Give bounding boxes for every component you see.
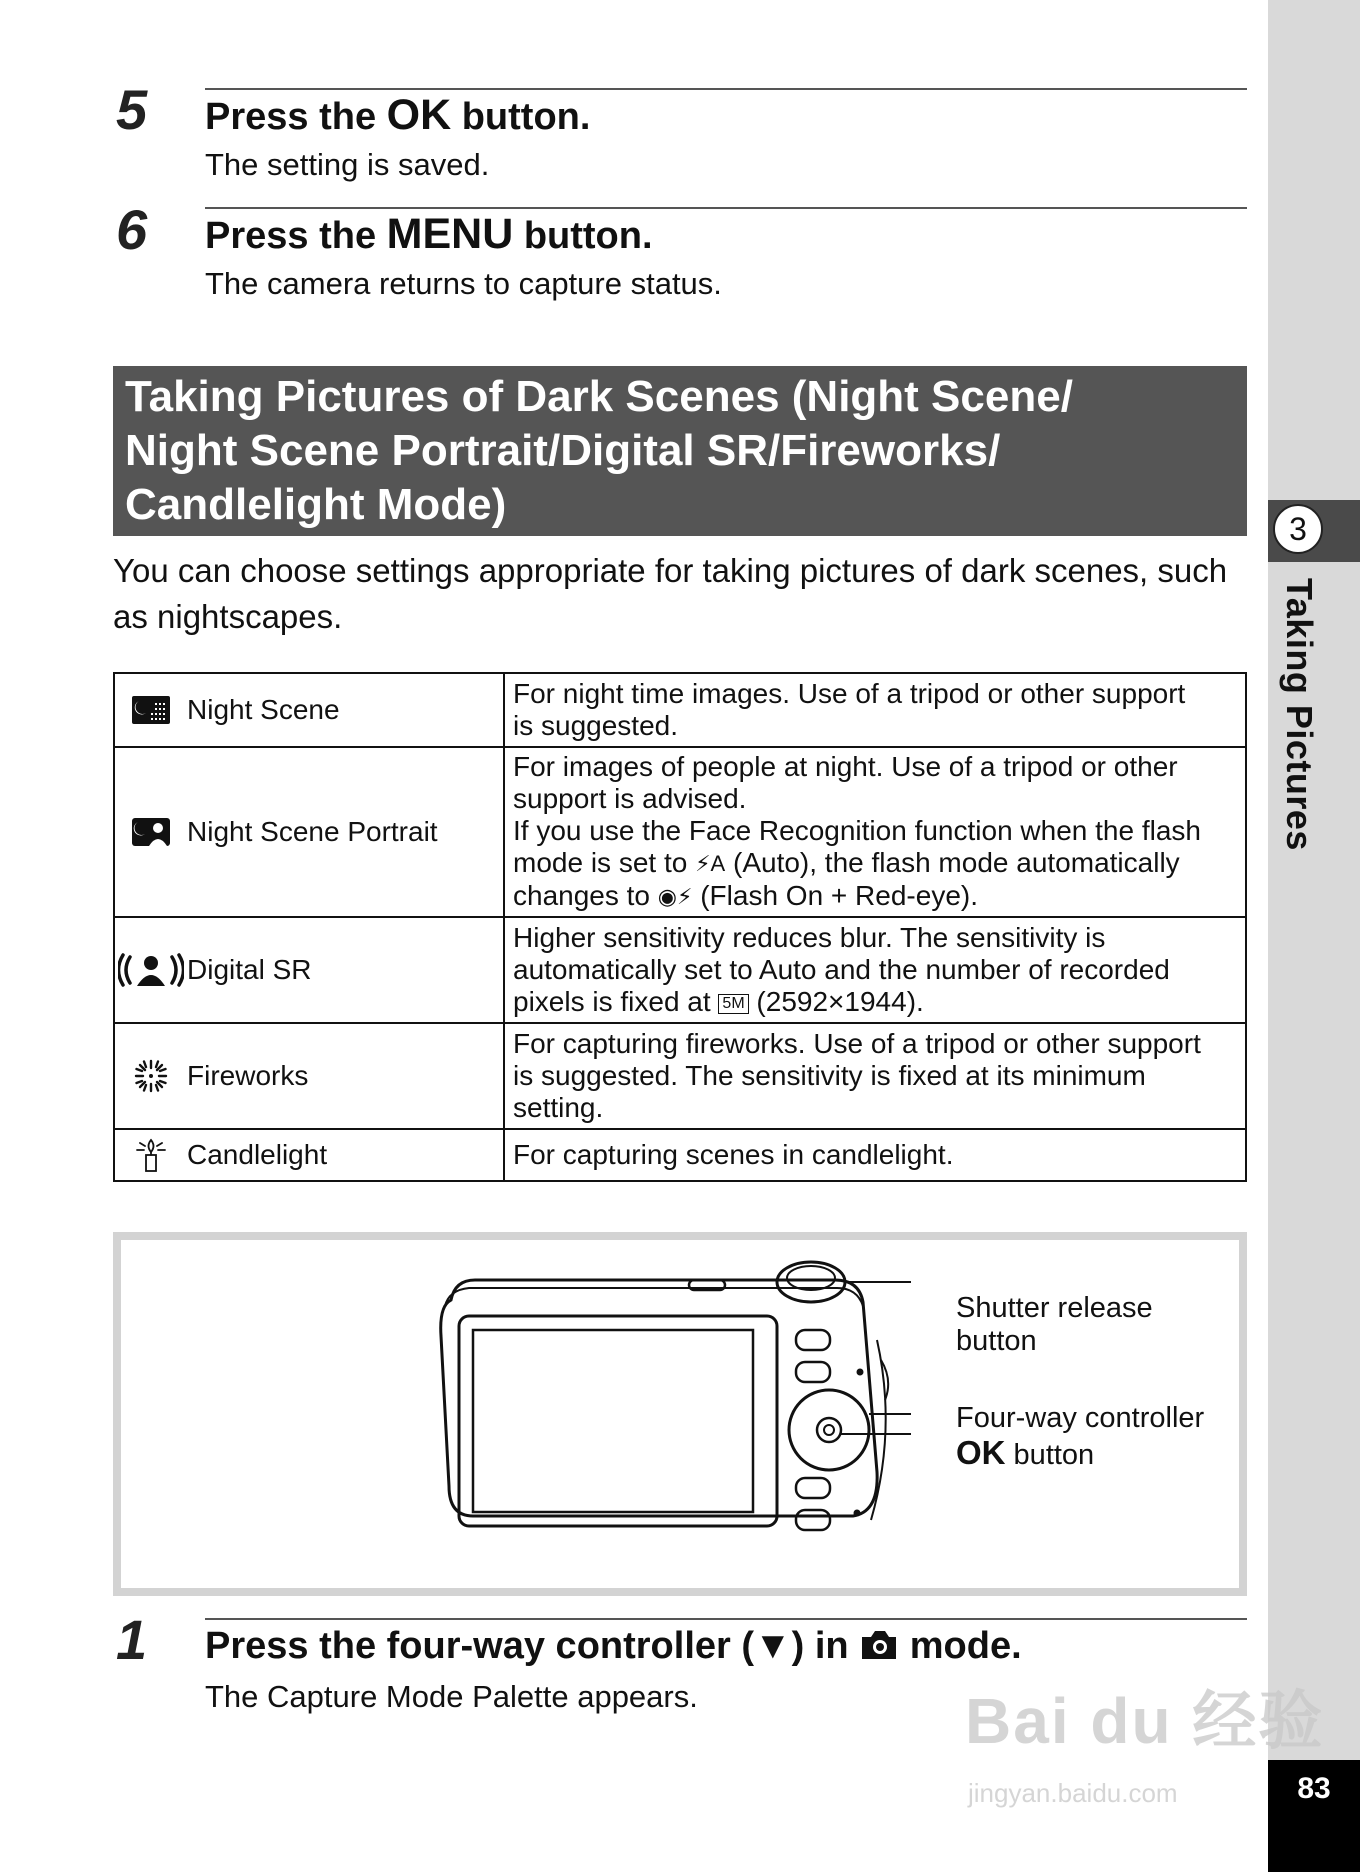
flash-auto-icon: ⚡A [695, 851, 726, 876]
chapter-number: 3 [1273, 504, 1323, 554]
candlelight-icon [115, 1135, 187, 1175]
step-title: Press the OK button. [205, 91, 591, 139]
ok-button-label: OK button [956, 1434, 1095, 1471]
down-arrow-icon: ▼ [754, 1625, 792, 1667]
step-number: 1 [116, 1608, 148, 1671]
mode-name: Night Scene Portrait [187, 816, 438, 847]
shutter-release-label: Shutter release button [956, 1292, 1153, 1357]
section-title: Taking Pictures of Dark Scenes (Night Scene/ Night Scene Portrait/Digital SR/Fireworks/ Candlelight Mode) [125, 372, 1073, 529]
table-row [114, 1129, 1246, 1181]
ok-key-label: OK [386, 91, 452, 139]
table-row [114, 1023, 1246, 1129]
step-description: The Capture Mode Palette appears. [205, 1679, 698, 1714]
mode-description: For images of people at night. Use of a tripod or other support is advised. If you use the Face Recognition function when the flash mode is set to ⚡A (Auto), the flash mode automatically changes to ◉⚡ (Flash On + Red-eye). [504, 747, 1246, 917]
mode-name: Night Scene [187, 694, 340, 725]
mode-name: Candlelight [187, 1139, 328, 1170]
mode-name: Fireworks [187, 1060, 309, 1091]
step-title: Press the four-way controller (▼) in mode. [205, 1626, 1022, 1672]
chapter-label: Taking Pictures [1279, 578, 1320, 851]
fireworks-icon [115, 1056, 187, 1096]
section-intro: You can choose settings appropriate for taking pictures of dark scenes, such as nightscapes. [113, 552, 1228, 635]
mode-name: Digital SR [187, 954, 312, 985]
mode-description: For capturing scenes in candlelight. [504, 1129, 1246, 1181]
four-way-controller-label: Four-way controller [956, 1402, 1205, 1434]
camera-icon [859, 1628, 899, 1672]
step-description: The setting is saved. [205, 147, 490, 182]
step-description: The camera returns to capture status. [205, 266, 722, 301]
mode-description: For capturing fireworks. Use of a tripod or other support is suggested. The sensitivity is fixed at its minimum setting. [504, 1023, 1246, 1129]
step-number: 6 [116, 198, 148, 261]
table-row [114, 917, 1246, 1023]
chapter-sidebar [1268, 0, 1360, 1760]
night-scene-icon [115, 690, 187, 730]
night-scene-portrait-icon [115, 812, 187, 852]
modes-table [113, 672, 1247, 1182]
mode-description: Higher sensitivity reduces blur. The sensitivity is automatically set to Auto and the number of recorded pixels is fixed at 5M (2592×1944). [504, 917, 1246, 1023]
resolution-5m-icon: 5M [718, 994, 748, 1014]
step-title: Press the MENU button. [205, 210, 653, 258]
digital-sr-icon [115, 950, 187, 990]
mode-description: For night time images. Use of a tripod or other support is suggested. [504, 673, 1246, 747]
flash-red-eye-icon: ◉⚡ [657, 884, 693, 909]
menu-key-label: MENU [386, 210, 514, 258]
step-number: 5 [116, 78, 148, 141]
step-divider [205, 1618, 1247, 1620]
step-divider [205, 207, 1247, 209]
step-divider [205, 88, 1247, 90]
watermark-url: jingyan.baidu.com [968, 1778, 1178, 1808]
table-row [114, 747, 1246, 917]
camera-diagram [121, 1240, 1239, 1588]
table-row [114, 673, 1246, 747]
watermark-logo: Bai du 经验 [965, 1685, 1325, 1757]
page-number: 83 [1297, 1772, 1331, 1805]
